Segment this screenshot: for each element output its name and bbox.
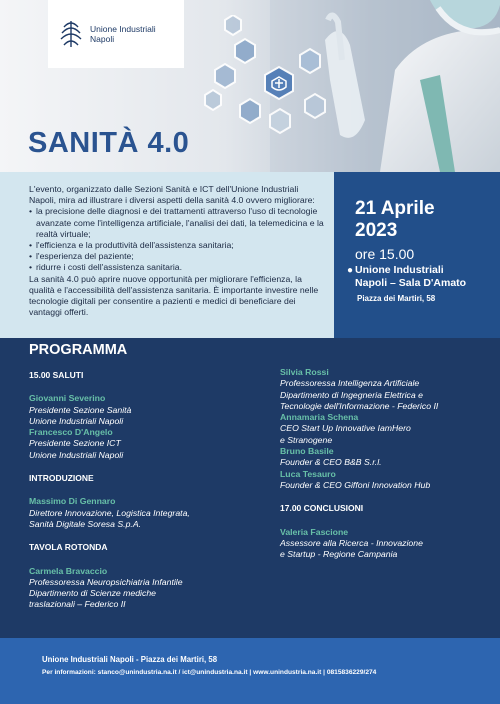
speaker-role: CEO Start Up Innovative IamHero bbox=[280, 423, 411, 434]
hero-banner bbox=[0, 0, 500, 172]
speaker-role: Dipartimento di Scienze mediche bbox=[29, 588, 156, 599]
event-venue bbox=[347, 264, 466, 290]
speaker-name: Luca Tesauro bbox=[280, 468, 336, 479]
programma-column-right bbox=[280, 367, 490, 560]
programma-title: PROGRAMMA bbox=[29, 342, 128, 358]
speaker-role: Professoressa Intelligenza Artificiale bbox=[280, 378, 420, 389]
intro-bullet: • l'esperienza del paziente; bbox=[29, 251, 325, 262]
footer-contacts[interactable]: Per informazioni: stanco@unindustria.na.it / ict@unindustria.na.it | www.unindustria.na.it | 0815836229/274 bbox=[42, 669, 377, 676]
event-date bbox=[355, 198, 435, 242]
info-band bbox=[0, 172, 500, 338]
speaker-name: Valeria Fascione bbox=[280, 526, 349, 537]
section-saluti: 15.00 SALUTI bbox=[29, 370, 84, 380]
speaker-role: Unione Industriali Napoli bbox=[29, 449, 124, 460]
footer-address: Unione Industriali Napoli - Piazza dei Martiri, 58 bbox=[42, 655, 218, 664]
intro-paragraph-2: La sanità 4.0 può aprire nuove opportunità per migliorare l'efficienza, la qualità e l'accessibilità dell'assistenza sanitaria. È importante investire nelle tecnologie digitali per consentire a pazienti e medici di beneficiare dei vantaggi offerti. bbox=[29, 273, 319, 318]
section-tavola-rotonda: TAVOLA ROTONDA bbox=[29, 542, 108, 553]
speaker-name: Annamaria Schena bbox=[280, 412, 359, 423]
logo bbox=[48, 0, 184, 68]
speaker-role: Founder & CEO Giffoni Innovation Hub bbox=[280, 479, 431, 490]
speaker-name: Giovanni Severino bbox=[29, 393, 106, 404]
speaker-name: Francesco D'Angelo bbox=[29, 427, 113, 438]
speaker-role: e Stranogene bbox=[280, 434, 333, 445]
intro-bullet: • l'efficienza e la produttività dell'assistenza sanitaria; bbox=[29, 240, 325, 251]
programma-column-left bbox=[29, 370, 269, 611]
speaker-role: Direttore Innovazione, Logistica Integrata, bbox=[29, 507, 190, 518]
speaker-role: Professoressa Neuropsichiatria Infantile bbox=[29, 576, 183, 587]
venue-line2: Napoli – Sala D'Amato bbox=[355, 277, 467, 289]
logo-line1: Unione Industriali bbox=[90, 24, 156, 34]
speaker-role: Assessore alla Ricerca - Innovazione bbox=[280, 537, 423, 548]
intro-paragraph-1: L'evento, organizzato dalle Sezioni Sanità e ICT dell'Unione Industriali Napoli, mira ad illustrare i diversi aspetti della sanità 4.0 ovvero migliorare: bbox=[29, 184, 315, 206]
intro-bullets bbox=[29, 206, 325, 273]
speaker-role: Sanità Digitale Soresa S.p.A. bbox=[29, 518, 142, 529]
logo-line2: Napoli bbox=[90, 34, 115, 44]
page-title: SANITÀ 4.0 bbox=[28, 127, 190, 159]
footer bbox=[0, 638, 500, 704]
speaker-name: Carmela Bravaccio bbox=[29, 565, 108, 576]
intro-bullet: • ridurre i costi dell'assistenza sanitaria. bbox=[29, 262, 325, 273]
health-hex-icons bbox=[195, 15, 365, 145]
section-introduzione: INTRODUZIONE bbox=[29, 473, 94, 484]
speaker-role: Unione Industriali Napoli bbox=[29, 415, 124, 426]
speaker-role: traslazionali – Federico II bbox=[29, 599, 126, 610]
speaker-name: Massimo Di Gennaro bbox=[29, 496, 116, 507]
unione-industriali-logo-icon bbox=[58, 19, 84, 49]
intro-bullet: • la precisione delle diagnosi e dei trattamenti attraverso l'uso di tecnologie avanzate come l'intelligenza artificiale, l'analisi dei dati, la telemedicina e la realtà virtuale; bbox=[29, 206, 325, 240]
event-time: ore 15.00 bbox=[355, 246, 415, 262]
speaker-role: Tecnologie dell'Informazione - Federico II bbox=[280, 400, 439, 411]
event-date-year: 2023 bbox=[355, 220, 398, 241]
venue-line1: Unione Industriali bbox=[355, 264, 444, 276]
location-pin-icon: ● bbox=[347, 265, 354, 276]
speaker-name: Bruno Basile bbox=[280, 446, 334, 457]
intro-panel bbox=[0, 172, 334, 338]
speaker-role: Dipartimento di Ingegneria Elettrica e bbox=[280, 389, 423, 400]
speaker-role: Presidente Sezione ICT bbox=[29, 438, 121, 449]
speaker-role: Founder & CEO B&B S.r.l. bbox=[280, 457, 382, 468]
section-conclusioni: 17.00 CONCLUSIONI bbox=[280, 503, 364, 514]
event-address: Piazza dei Martiri, 58 bbox=[357, 294, 436, 303]
event-date-day: 21 Aprile bbox=[355, 198, 435, 219]
speaker-role: Presidente Sezione Sanità bbox=[29, 404, 132, 415]
speaker-role: e Startup - Regione Campania bbox=[280, 549, 398, 560]
speaker-name: Silvia Rossi bbox=[280, 367, 329, 377]
intro-text bbox=[29, 184, 325, 318]
